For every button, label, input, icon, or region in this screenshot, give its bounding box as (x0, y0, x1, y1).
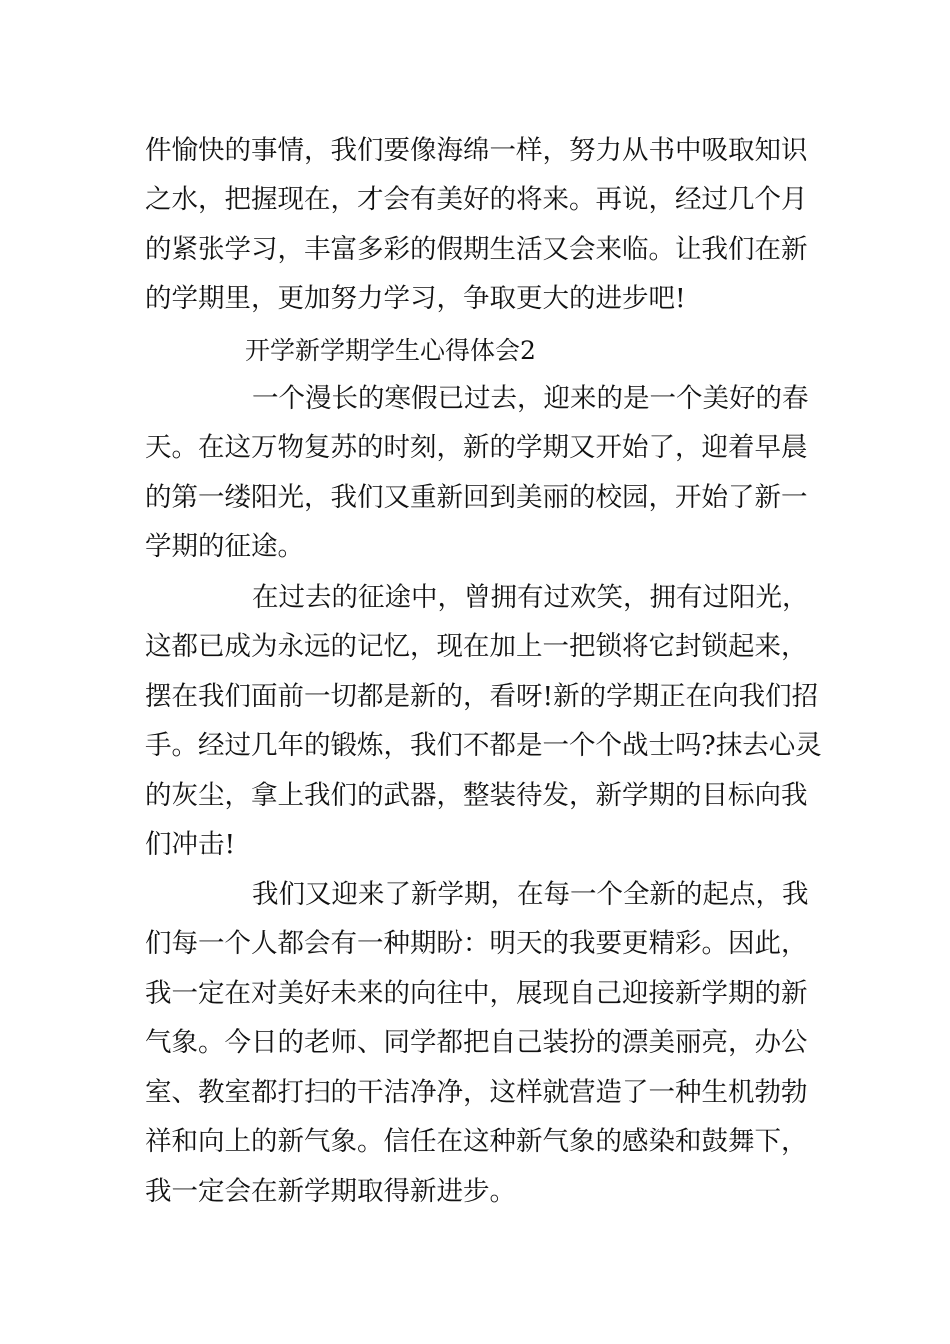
section-title: 开学新学期学生心得体会2 (245, 336, 536, 365)
paragraph-line: 件愉快的事情，我们要像海绵一样，努力从书中吸取知识 (145, 135, 808, 166)
paragraph-line: 天。在这万物复苏的时刻，新的学期又开始了，迎着早晨 (145, 432, 808, 463)
paragraph-line: 学期的征途。 (145, 531, 304, 562)
paragraph-line: 在过去的征途中，曾拥有过欢笑，拥有过阳光， (252, 582, 809, 613)
paragraph-line: 的灰尘，拿上我们的武器，整装待发，新学期的目标向我 (145, 780, 808, 811)
paragraph-line: 这都已成为永远的记忆，现在加上一把锁将它封锁起来， (145, 631, 808, 662)
paragraph-line: 我一定会在新学期取得新进步。 (145, 1176, 516, 1207)
paragraph-line: 摆在我们面前一切都是新的，看呀!新的学期正在向我们招 (145, 681, 819, 712)
paragraph-line: 祥和向上的新气象。信任在这种新气象的感染和鼓舞下， (145, 1126, 808, 1157)
paragraph-line: 气象。今日的老师、同学都把自己装扮的漂美丽亮，办公 (145, 1027, 808, 1058)
paragraph-line: 的紧张学习，丰富多彩的假期生活又会来临。让我们在新 (145, 234, 808, 265)
paragraph-line: 之水，把握现在，才会有美好的将来。再说，经过几个月 (145, 184, 808, 215)
paragraph-line: 的学期里，更加努力学习，争取更大的进步吧! (145, 283, 686, 314)
paragraph-line: 们冲击! (145, 829, 236, 860)
paragraph-line: 的第一缕阳光，我们又重新回到美丽的校园，开始了新一 (145, 482, 808, 513)
paragraph-line: 我一定在对美好未来的向往中，展现自己迎接新学期的新 (145, 978, 808, 1009)
paragraph-line: 一个漫长的寒假已过去，迎来的是一个美好的春 (252, 383, 809, 414)
paragraph-line: 我们又迎来了新学期，在每一个全新的起点，我 (252, 879, 809, 910)
paragraph-line: 们每一个人都会有一种期盼：明天的我要更精彩。因此， (145, 928, 808, 959)
paragraph-line: 手。经过几年的锻炼，我们不都是一个个战士吗?抹去心灵 (145, 730, 822, 761)
paragraph-line: 室、教室都打扫的干洁净净，这样就营造了一种生机勃勃 (145, 1077, 808, 1108)
